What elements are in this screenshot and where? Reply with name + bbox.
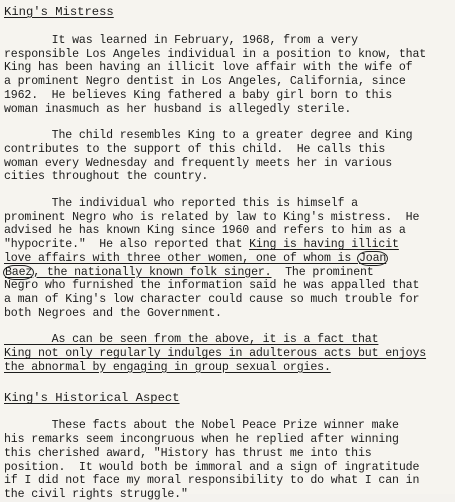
text-line: if I did not face my moral responsibility to do what I can in (4, 474, 420, 488)
text-line: woman inasmuch as her husband is allegedly sterile. (4, 102, 352, 116)
text-line: position. It would both be immoral and a sign of ingratitude (4, 460, 420, 474)
text-line: this cherished award, "History has thrust me into this (4, 446, 372, 460)
spacer (4, 116, 451, 129)
paragraph-3 (4, 197, 451, 320)
spacer (4, 374, 451, 388)
text-line: It was learned in February, 1968, from a very (4, 34, 358, 47)
text-line: These facts about the Nobel Peace Prize winner make (4, 419, 399, 433)
text-line: woman every Wednesday and frequently meets her in various (4, 156, 393, 170)
text-line: prominent Negro who is related by law to King's mistress. He (4, 210, 420, 224)
spacer (4, 406, 451, 419)
paragraph-2 (4, 129, 451, 184)
underlined-line: the abnormal by engaging in group sexual orgies. (4, 360, 331, 374)
text-line: a man of King's low character could cause so much trouble for (4, 292, 420, 306)
circled-name-joan: Joan (358, 251, 387, 265)
text-segment: The prominent (271, 265, 374, 279)
text-line: cities throughout the country. (4, 170, 209, 184)
text-line: advised he has known King since 1960 and refers to him as a (4, 224, 406, 238)
text-line: The individual who reported this is himself a (4, 197, 358, 211)
text-line: responsible Los Angeles individual in a position to know, that (4, 47, 427, 61)
text-line (4, 252, 451, 266)
spacer (4, 320, 451, 333)
text-line: King has been having an illicit love affair with the wife of (4, 61, 413, 75)
underlined-text: love affairs with three other women, one of whom is (4, 251, 358, 265)
underlined-text: , the nationally known folk singer. (33, 265, 272, 279)
underlined-line: As can be seen from the above, it is a fact that (4, 333, 379, 347)
underlined-text: King is having illicit (249, 238, 399, 252)
text-line: Negro who furnished the information said he was appalled that (4, 279, 420, 293)
spacer (4, 20, 451, 34)
text-line (4, 266, 451, 280)
text-segment: "hypocrite." He also reported that (4, 238, 250, 252)
text-line: the civil rights struggle." (4, 487, 188, 501)
spacer (4, 184, 451, 197)
text-line: a prominent Negro dentist in Los Angeles, California, since (4, 75, 406, 89)
text-line: his remarks seem incongruous when he replied after winning (4, 433, 399, 447)
text-line (4, 238, 451, 252)
circled-name-baez: Baez (5, 265, 33, 279)
text-line: contributes to the support of this child. He calls this (4, 142, 386, 156)
text-line: both Negroes and the Government. (4, 306, 222, 320)
underlined-line: King not only regularly indulges in adulterous acts but enjoys (4, 347, 427, 361)
paragraph-1 (4, 34, 451, 116)
text-line: 1962. He believes King fathered a baby girl born to this (4, 88, 393, 102)
section-heading-kings-mistress: King's Mistress (4, 5, 114, 19)
paragraph-4 (4, 333, 451, 374)
section-heading-historical-aspect: King's Historical Aspect (4, 391, 180, 406)
paragraph-5 (4, 419, 451, 501)
text-line: The child resembles King to a greater degree and King (4, 129, 413, 143)
